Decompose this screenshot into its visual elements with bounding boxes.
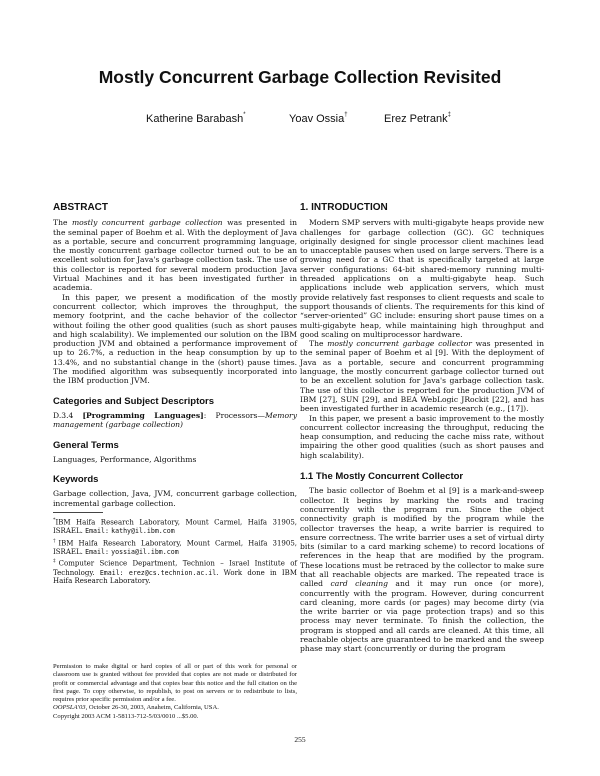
abstract-heading: ABSTRACT (53, 202, 108, 213)
abstract-paragraph-1: The mostly concurrent garbage collection was presented in the seminal paper of Boehm et al. With the deployment of Java as a portable, secure and concurrent programming language, the mostly concurrent garbage collector turned out to be an excellent solution for Java's garbage collection task. The use of this collector is reported for several modern production Java Virtual Machines and it has been investigated further in academia. (53, 218, 297, 293)
author-2: Yoav Ossia† (289, 112, 348, 125)
intro-paragraph-2: The mostly concurrent garbage collector was presented in the seminal paper of Boehm et al [9]. With the deployment of Java as a portable, secure and concurrent programming language, the mostly concurrent garbage collector turned out to be an excellent solution for Java's garbage collection task. The use of this collector is reported for the production JVM of IBM [27], SUN [29], and BEA WebLogic JRockit [22], and has been investigated further in academic research (e.g., [17]). (300, 339, 544, 414)
general-terms-heading: General Terms (53, 439, 119, 451)
section-1-1-heading: 1.1 The Mostly Concurrent Collector (300, 471, 464, 483)
right-column (300, 203, 544, 654)
categories-text: D.3.4 [Programming Languages]: Processors—Memory management (garbage collection) (53, 410, 297, 430)
author-1: Katherine Barabash* (146, 112, 246, 125)
left-column (53, 203, 297, 586)
author-3: Erez Petrank‡ (384, 112, 451, 125)
general-terms-text: Languages, Performance, Algorithms (53, 454, 197, 464)
section-1-1-paragraph: The basic collector of Boehm et al [9] is a mark-and-sweep collector. It begins by marking the roots and tracing concurrently with the program run. Since the object connectivity graph is modified by the program while the collector traverses the heap, a write barrier is required to ensure correctness. The write barrier uses a set of virtual dirty bits (similar to a card marking scheme) to record locations of references in the heap that are modified by the program. These locations must be retraced by the collector to make sure that all reachable objects are marked. The repeated trace is called card cleaning and it may run once (or more), concurrently with the program. However, during concurrent card cleaning, more cards (or pages) may become dirty (via the write barrier or via page protection traps) and so this process may never terminate. To finish the collection, the program is stopped and all cards are cleaned. At this time, all reachable objects are guaranteed to be marked and the sweep phase may start (concurrently or during the program (300, 486, 544, 654)
keywords-heading: Keywords (53, 474, 99, 486)
footnote-rule (53, 512, 103, 513)
author-list (0, 113, 600, 131)
introduction-heading: 1. INTRODUCTION (300, 202, 388, 213)
footnote-1: *IBM Haifa Research Laboratory, Mount Carmel, Haifa 31905, ISRAEL. Email: kathy@il.ibm.com (53, 517, 297, 536)
intro-paragraph-1: Modern SMP servers with multi-gigabyte heaps provide new challenges for garbage collection (GC). GC techniques originally designed for single processor client machines lead to unacceptable pauses when used on large servers. There is a growing need for a GC that is specifically targeted at large server configurations: 64-bit shared-memory running multi-threaded applications on a multi-gigabyte heap. Such applications include web application servers, which must provide relatively fast responses to client requests and scale to support thousands of clients. The requirements for this kind of “server-oriented” GC include: ensuring short pause times on a multi-gigabyte heap, while maintaining high throughput and good scaling on multiprocessor hardware. (300, 218, 544, 339)
page-number: 255 (294, 735, 306, 744)
permission-text: Permission to make digital or hard copies of all or part of this work for personal or classroom use is granted without fee provided that copies are not made or distributed for profit or commercial advantage and that copies bear this notice and the full citation on the first page. To copy otherwise, to republish, to post on servers or to redistribute to lists, requires prior specific permission and/or a fee. (53, 663, 297, 704)
footnote-2: †IBM Haifa Research Laboratory, Mount Carmel, Haifa 31905, ISRAEL. Email: yossia@il.ibm.com (53, 537, 298, 556)
copyright-notice (53, 663, 297, 721)
footnote-3: ‡Computer Science Department, Technion – Israel Institute of Technology. Email: erez@cs.technion.ac.il. Work done in IBM Haifa Research Laboratory. (53, 558, 298, 586)
keywords-text: Garbage collection, Java, JVM, concurrent garbage collection, incremental garbage collection. (53, 489, 297, 508)
paper-title: Mostly Concurrent Garbage Collection Revisited (98, 67, 502, 87)
copyright-line: Copyright 2003 ACM 1-58113-712-5/03/0010 ...$5.00. (53, 712, 199, 720)
abstract-paragraph-2: In this paper, we present a modification of the mostly concurrent collector, which improves the throughput, the memory footprint, and the cache behavior of the collector without foiling the other good qualities (such as short pauses and high scalability). We implemented our solution on the IBM production JVM and obtained a performance improvement of up to 26.7%, a reduction in the heap consumption by up to 13.4%, and no substantial change in the (short) pause times. The modified algorithm was subsequently incorporated into the IBM production JVM. (53, 292, 297, 386)
categories-heading: Categories and Subject Descriptors (53, 395, 215, 407)
intro-paragraph-3: In this paper, we present a basic improvement to the mostly concurrent collector increasing the throughput, reducing the heap consumption, and reducing the cache miss rate, without impairing the other good qualities (such as short pauses and high scalability). (300, 413, 544, 460)
venue-line: OOPSLA'03, October 26-30, 2003, Anaheim, California, USA. (53, 704, 219, 712)
